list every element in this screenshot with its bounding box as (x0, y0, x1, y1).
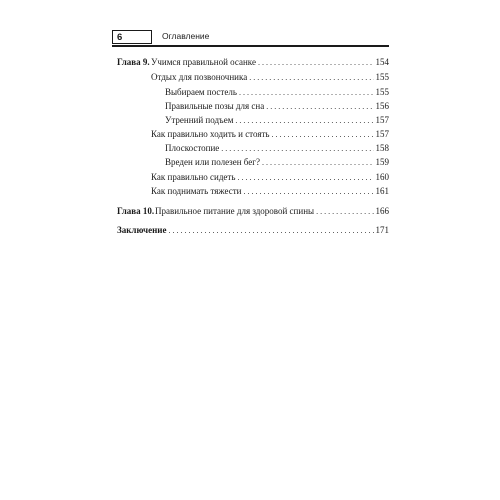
chapter-title: Учимся правильной осанке (151, 57, 256, 67)
page-ref: 154 (375, 57, 389, 67)
leader-dots (237, 172, 373, 184)
entry-title: Как правильно ходить и стоять (151, 129, 270, 139)
page-ref: 155 (375, 87, 389, 97)
entry-title: Утренний подъем (165, 115, 234, 125)
page-ref: 158 (375, 143, 389, 153)
toc-entry (165, 100, 389, 113)
entry-title: Выбираем постель (165, 87, 237, 97)
entry-title: Плоскостопие (165, 143, 220, 153)
leader-dots (239, 87, 374, 99)
page-ref: 161 (375, 186, 389, 196)
page-ref: 156 (375, 101, 389, 111)
entry-title: Как поднимать тяжести (151, 186, 242, 196)
leader-dots (258, 57, 374, 69)
entry-title: Отдых для позвоночника (151, 72, 248, 82)
toc-entry (151, 128, 389, 141)
page-ref: 155 (375, 72, 389, 82)
toc-entry (151, 171, 389, 184)
toc-entry (165, 156, 389, 169)
entry-title: Как правильно сидеть (151, 172, 236, 182)
page-ref: 171 (375, 225, 389, 235)
leader-dots (243, 186, 373, 198)
entry-title: Вреден или полезен бег? (165, 157, 260, 167)
page-ref: 166 (375, 206, 389, 216)
leader-dots (266, 101, 373, 113)
chapter-title: Правильное питание для здоровой спины (155, 206, 315, 216)
toc-entry (151, 185, 389, 198)
running-title: Оглавление (162, 31, 210, 41)
conclusion-label: Заключение (117, 225, 167, 235)
page-ref: 159 (375, 157, 389, 167)
page-ref: 160 (375, 172, 389, 182)
chapter-label: Глава 9. (117, 57, 150, 67)
toc-conclusion (117, 224, 389, 237)
toc-entry (151, 71, 389, 84)
page-number: 6 (112, 30, 152, 44)
toc-entry (165, 142, 389, 155)
chapter-label: Глава 10. (117, 206, 155, 216)
leader-dots (272, 129, 374, 141)
toc-entry (165, 86, 389, 99)
toc-chapter-10 (117, 205, 389, 218)
page-ref: 157 (375, 129, 389, 139)
leader-dots (262, 157, 374, 169)
leader-dots (168, 225, 373, 237)
page-ref: 157 (375, 115, 389, 125)
toc-chapter-9 (117, 56, 389, 69)
leader-dots (249, 72, 373, 84)
toc-entry (165, 114, 389, 127)
entry-title: Правильные позы для сна (165, 101, 265, 111)
leader-dots (235, 115, 373, 127)
leader-dots (316, 206, 373, 218)
leader-dots (221, 143, 373, 155)
